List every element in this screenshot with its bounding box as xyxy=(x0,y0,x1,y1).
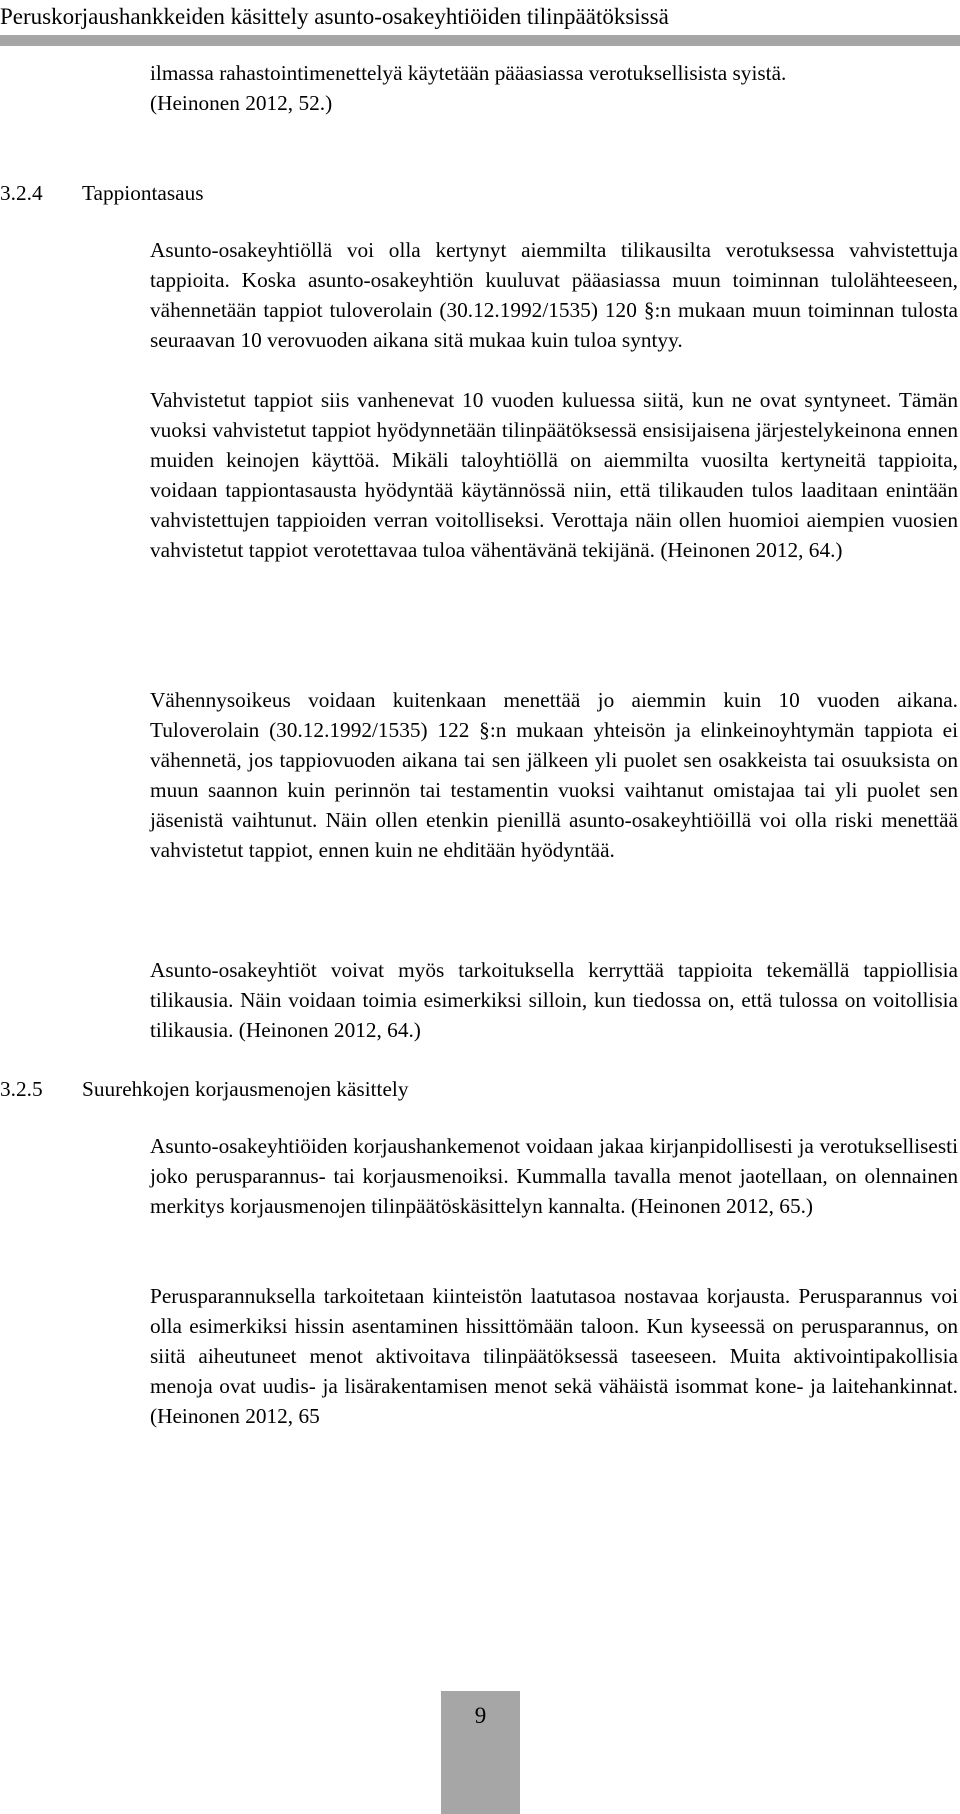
page-number: 9 xyxy=(474,1703,487,1728)
section-heading-3-2-5 xyxy=(0,1074,408,1104)
section-title: Suurehkojen korjausmenojen käsittely xyxy=(82,1077,409,1101)
running-header: Peruskorjaushankkeiden käsittely asunto-osakeyhtiöiden tilinpäätöksissä xyxy=(0,4,669,29)
paragraph: Asunto-osakeyhtiöllä voi olla kertynyt aiemmilta tilikausilta verotuksessa vahvistettuja tappioita. Koska asunto-osakeyhtiön kuuluvat pääasiassa muun toiminnan tulolähteeseen, vähennetään tappiot tuloverolain (30.12.1992/1535) 120 §:n mukaan muun toiminnan tulosta seuraavan 10 verovuoden aikana sitä mukaa kuin tuloa syntyy. xyxy=(150,238,958,352)
paragraph: Vahvistetut tappiot siis vanhenevat 10 vuoden kuluessa siitä, kun ne ovat syntyneet. Tämän vuoksi vahvistetut tappiot hyödynnetään tilinpäätöksessä ensisijaisena järjestelykeinona ennen muiden keinojen käyttöä. Mikäli taloyhtiöllä on aiemmilta vuosilta kertyneitä tappioita, voidaan tappiontasausta hyödyntää käytännössä niin, että tilikauden tulos laaditaan enintään vahvistettujen tappioiden verran voitolliseksi. Verottaja näin ollen huomioi aiempien vuosien vahvistetut tappiot verotettavaa tuloa vähentävänä tekijänä. (Heinonen 2012, 64.) xyxy=(150,388,958,562)
paragraph: Asunto-osakeyhtiöt voivat myös tarkoituksella kerryttää tappioita tekemällä tappiollisia tilikausia. Näin voidaan toimia esimerkiksi silloin, kun tiedossa on, että tulossa on voitollisia tilikausia. (Heinonen 2012, 64.) xyxy=(150,958,958,1042)
paragraph: Asunto-osakeyhtiöiden korjaushankemenot voidaan jakaa kirjanpidollisesti ja verotuksellisesti joko perusparannus- tai korjausmenoiksi. Kummalla tavalla menot jaotellaan, on olennainen merkitys korjausmenojen tilinpäätöskäsittelyn kannalta. (Heinonen 2012, 65.) xyxy=(150,1134,958,1218)
paragraph: Vähennysoikeus voidaan kuitenkaan menettää jo aiemmin kuin 10 vuoden aikana. Tuloverolain (30.12.1992/1535) 122 §:n mukaan yhteisön ja elinkeinoyhtymän tappiota ei vähennetä, jos tappiovuoden aikana tai sen jälkeen yli puolet sen osakkeista tai osuuksista on muun saannon kuin perinnön tai testamentin vuoksi vaihtanut omistajaa tai yli puolet sen jäsenistä vaihtunut. Näin ollen etenkin pienillä asunto-osakeyhtiöillä voi olla riski menettää vahvistetut tappiot, ennen kuin ne ehditään hyödyntää. xyxy=(150,688,958,862)
paragraph: Perusparannuksella tarkoitetaan kiinteistön laatutasoa nostavaa korjausta. Perusparannus voi olla esimerkiksi hissin asentaminen hissittömään taloon. Kun kyseessä on perusparannus, on siitä aiheutuneet menot aktivoitava tilinpäätöksessä taseeseen. Muita aktivointipakollisia menoja ovat uudis- ja lisärakentamisen menot sekä vähäistä isommat kone- ja laitehankinnat. (Heinonen 2012, 65 xyxy=(150,1284,958,1428)
intro-paragraph: ilmassa rahastointimenettelyä käytetään pääasiassa verotuksellisista syistä. (Heinonen 2012, 52.) xyxy=(150,61,787,115)
page-number-box xyxy=(441,1691,520,1814)
section-title: Tappiontasaus xyxy=(82,181,204,205)
header-rule xyxy=(0,35,960,46)
section-heading-3-2-4 xyxy=(0,178,204,208)
section-number: 3.2.4 xyxy=(0,181,43,205)
section-number: 3.2.5 xyxy=(0,1077,43,1101)
